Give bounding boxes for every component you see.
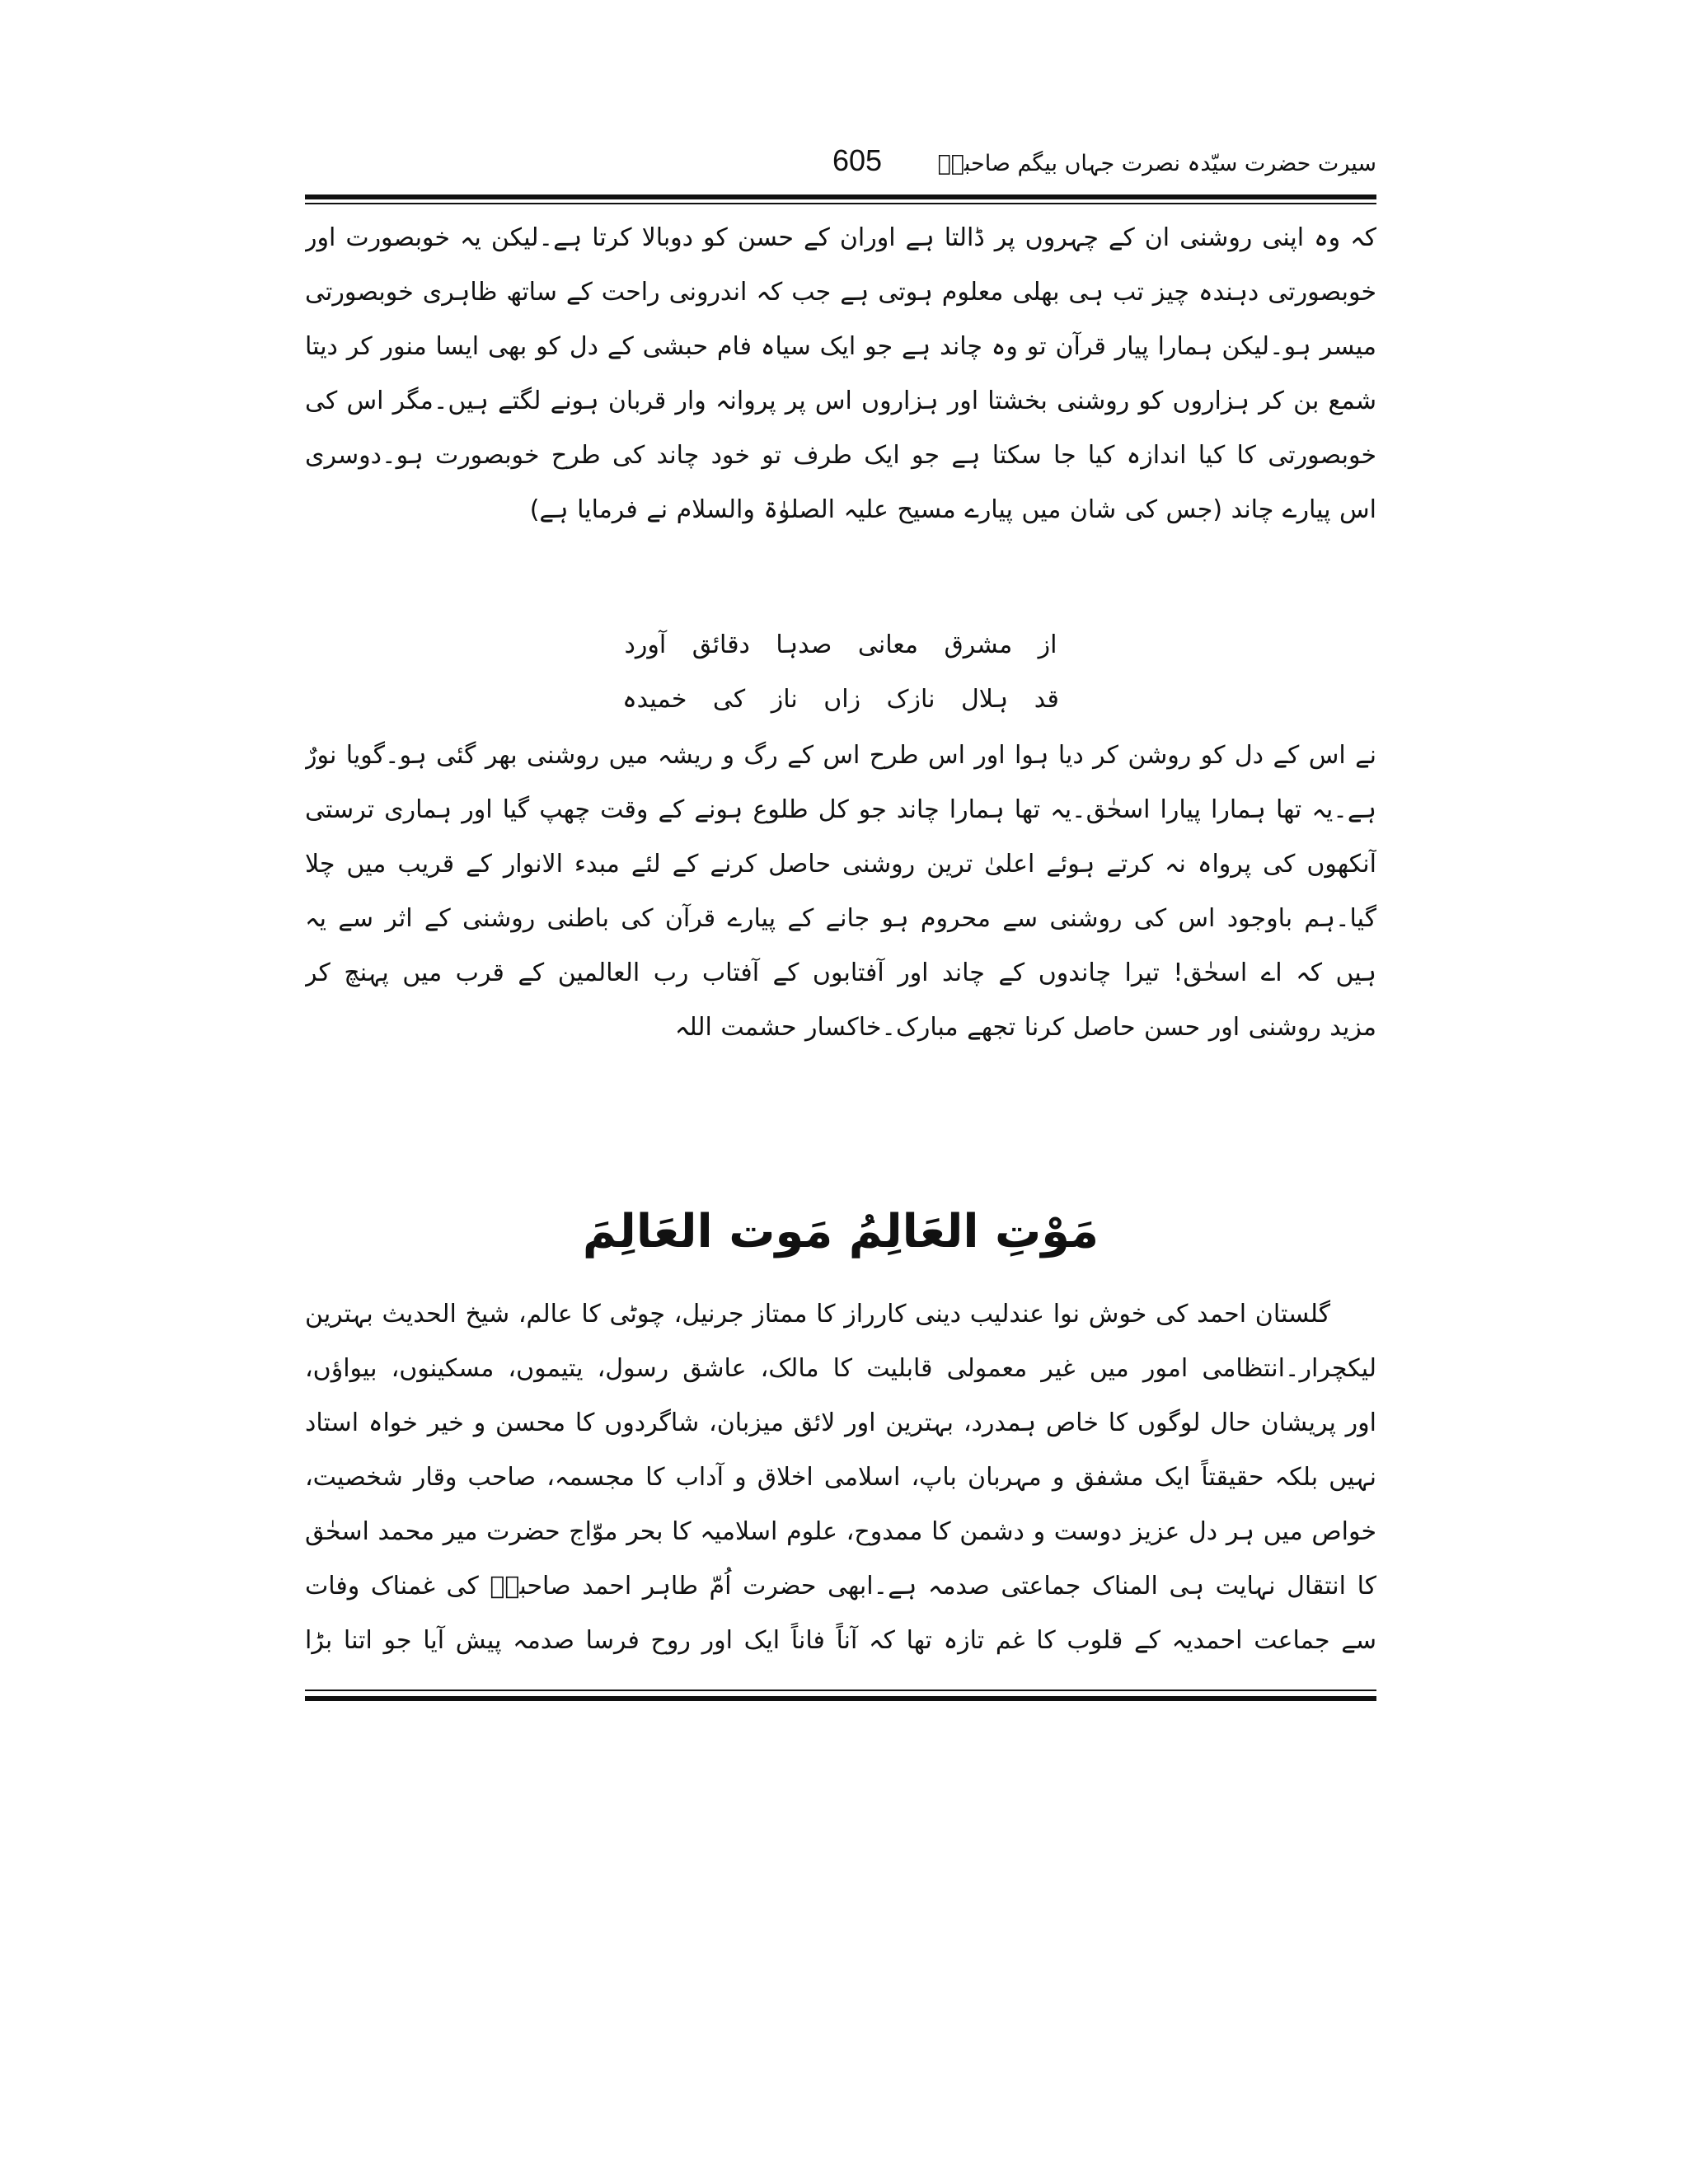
paragraph-3 (305, 1287, 1376, 1668)
text-line: اور پریشان حال لوگوں کا خاص ہمدرد، بہترین اور لائق میزبان، شاگردوں کا محسن و خیر خواہ استاد (305, 1408, 1376, 1437)
page-number: 605 (832, 143, 883, 177)
paragraph-1 (305, 211, 1376, 537)
text-line: میسر ہو۔لیکن ہمارا پیار قرآن تو وہ چاند ہے جو ایک سیاہ فام حبشی کے دل کو بھی ایسا منور کر دیتا (305, 332, 1376, 361)
text-line: گیا۔ہم باوجود اس کی روشنی سے محروم ہو جانے کے پیارے قرآن کی باطنی روشنی کے اثر سے یہ (305, 904, 1376, 933)
text-line: گلستان احمد کی خوش نوا عندلیب دینی کارراز کا ممتاز جرنیل، چوٹی کا عالم، شیخ الحدیث بہترین (305, 1300, 1330, 1329)
text-line: کہ وہ اپنی روشنی ان کے چہروں پر ڈالتا ہے اوران کے حسن کو دوبالا کرتا ہے۔لیکن یہ خوبصورت اور (305, 223, 1376, 252)
text-line: نہیں بلکہ حقیقتاً ایک مشفق و مہربان باپ، اسلامی اخلاق و آداب کا مجسمہ، صاحب وقار شخصیت، (305, 1463, 1376, 1492)
verse-line: از مشرق معانی صدہا دقائق آورد (624, 630, 1057, 659)
running-title: سیرت حضرت سیّدہ نصرت جہاں بیگم صاحبہؓ (937, 151, 1376, 176)
footer-rule-thin (305, 1690, 1376, 1691)
text-line: کا انتقال نہایت ہی المناک جماعتی صدمہ ہے۔ابھی حضرت اُمّ طاہر احمد صاحبہؓ کی غمناک وفات (305, 1572, 1376, 1601)
text-line: خواص میں ہر دل عزیز دوست و دشمن کا ممدوح، علوم اسلامیہ کا بحر موّاج حضرت میر محمد اسحٰق (305, 1517, 1376, 1546)
text-line: شمع بن کر ہزاروں کو روشنی بخشتا اور ہزاروں اس پر پروانہ وار قربان ہونے لگتے ہیں۔مگر اس کی (305, 387, 1376, 415)
section-heading: مَوْتِ العَالِمُ مَوت العَالِمَ (582, 1205, 1100, 1258)
text-line: خوبصورتی کا کیا اندازہ کیا جا سکتا ہے جو ایک طرف تو خود چاند کی طرح خوبصورت ہو۔دوسری (305, 441, 1376, 470)
verse-line: قد ہلال نازک زاں ناز کی خمیدہ (622, 685, 1059, 714)
text-line: سے جماعت احمدیہ کے قلوب کا غم تازہ تھا کہ آناً فاناً ایک اور روح فرسا صدمہ پیش آیا جو اتنا بڑا (305, 1626, 1376, 1655)
page-header (305, 140, 1376, 190)
paragraph-2 (305, 729, 1376, 1055)
text-line: آنکھوں کی پرواہ نہ کرتے ہوئے اعلیٰ ترین روشنی حاصل کرنے کے لئے مبدء الانوار کے قریب میں چلا (305, 850, 1376, 879)
text-line: نے اس کے دل کو روشن کر دیا ہوا اور اس طرح اس کے رگ و ریشہ میں روشنی بھر گئی ہو۔گویا نورٌ (305, 741, 1376, 770)
header-rule-thin (305, 203, 1376, 204)
header-rule-thick (305, 194, 1376, 199)
footer-rule-thick (305, 1696, 1376, 1701)
text-line: ہیں کہ اے اسحٰق! تیرا چاندوں کے چاند اور آفتابوں کے آفتاب رب العالمین کے قرب میں پہنچ کر (305, 958, 1376, 987)
text-line: مزید روشنی اور حسن حاصل کرنا تجھے مبارک۔خاکسار حشمت اللہ (674, 1013, 1376, 1042)
text-line: لیکچرار۔انتظامی امور میں غیر معمولی قابلیت کا مالک، عاشق رسول، یتیموں، مسکینوں، بیواؤں، (305, 1354, 1376, 1383)
persian-couplet (305, 618, 1376, 727)
text-line: اس پیارے چاند (جس کی شان میں پیارے مسیح علیہ الصلوٰۃ والسلام نے فرمایا ہے) (529, 495, 1376, 524)
text-line: ہے۔یہ تھا ہمارا پیارا اسحٰق۔یہ تھا ہمارا چاند جو کل طلوع ہونے کے وقت چھپ گیا اور ہماری ترستی (305, 795, 1376, 824)
text-line: خوبصورتی دہندہ چیز تب ہی بھلی معلوم ہوتی ہے جب کہ اندرونی راحت کے ساتھ ظاہری خوبصورتی (305, 278, 1376, 307)
